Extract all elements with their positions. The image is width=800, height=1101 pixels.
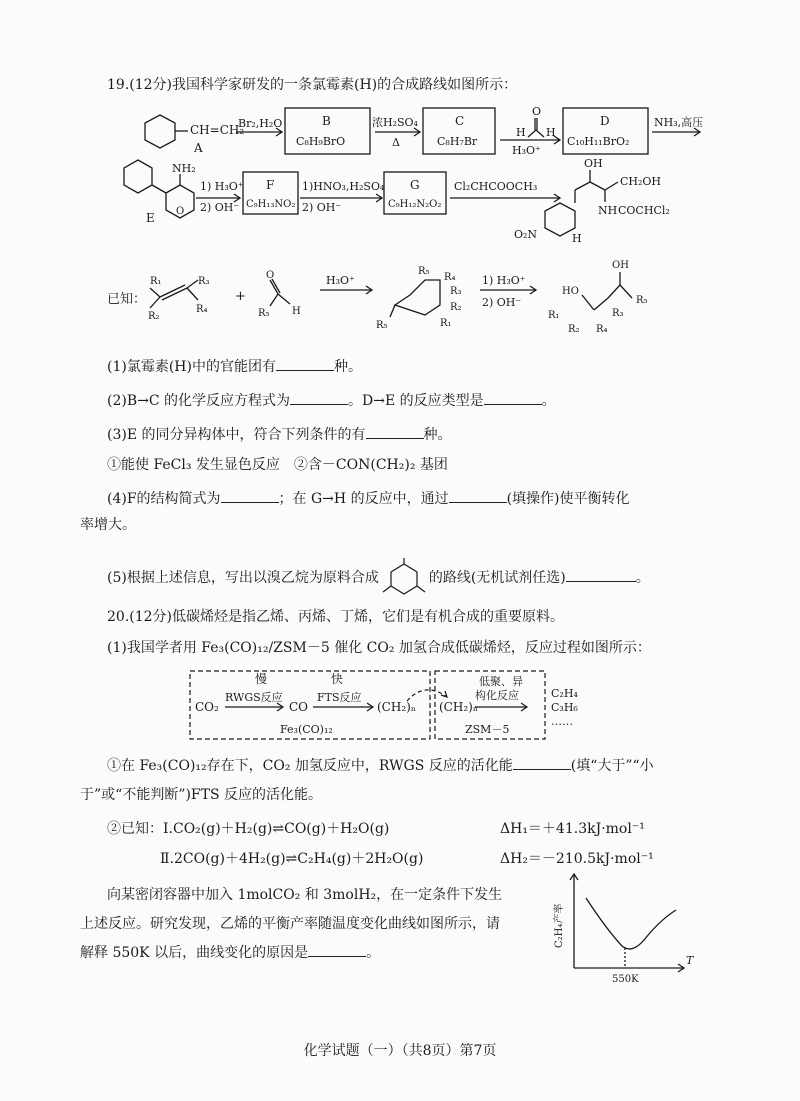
q19-part5: (5)根据上述信息，写出以溴乙烷为原料合成 的路线(无机试剂任选) 。 [107,558,650,598]
compound-a-formula: CH=CH₂ [190,123,245,137]
compound-a-label: A [194,141,203,155]
known-dioxane-r5b: R₅ [376,320,388,331]
reagent-4: NH₃,高压 [654,116,704,129]
q19-title: 19.(12分)我国科学家研发的一条氯霉素(H)的合成路线如图所示： [107,77,518,93]
graph-tick-550k: 550K [612,974,639,985]
known-product-r5: R₅ [636,295,648,306]
aldehyde-h-right: H [546,126,556,139]
known-label: 已知： [107,292,147,307]
q20-part1: (1)我国学者用 Fe₃(CO)₁₂/ZSM－5 催化 CO₂ 加氢合成低碳烯烃，反应过程如图所示： [107,640,651,656]
fts-label: FTS反应 [317,691,362,704]
reagent-3: H₃O⁺ [512,144,541,157]
target-molecule-icon [379,558,429,598]
ch2n-label-1: (CH₂)ₙ [377,700,417,714]
graph-y-label: C₂H₄产率 [554,903,565,948]
q20-text-3: 解释 550K 以后，曲线变化的原因是 。 [80,945,381,961]
known-reagent-h3o: H₃O⁺ [326,274,355,287]
aldehyde-h-left: H [516,126,526,139]
aldehyde-o: O [532,105,542,118]
q20-text-1: 向某密闭容器中加入 1molCO₂ 和 3molH₂，在一定条件下发生 [107,887,503,903]
q20-q1: ①在 Fe₃(CO)₁₂存在下，CO₂ 加氢反应中，RWGS 反应的活化能 (填“大于”“小 [107,758,654,774]
compound-g-formula: C₉H₁₂N₂O₂ [388,199,442,210]
q19-part1: (1)氯霉素(H)中的官能团有 种。 [107,359,362,375]
known-product-r1: R₁ [548,310,560,321]
known-r3: R₃ [198,276,210,287]
reagent-5b: 2) OH⁻ [200,201,240,214]
ethylene-yield-graph [552,868,692,998]
compound-f-formula: C₉H₁₃NO₂ [246,199,296,210]
q20-text-2: 上述反应。研究发现，乙烯的平衡产率随温度变化曲线如图所示，请 [80,916,500,932]
compound-h-amide: COCHCl₂ [618,204,670,217]
compound-h-label: H [572,232,582,245]
rwgs-label: RWGS反应 [225,691,283,704]
known-dioxane-r5: R₅ [418,266,430,277]
oligomerization-label-1: 低聚、异 [479,675,523,688]
known-plus: + [235,289,246,304]
q20-dh2: ΔH₂＝－210.5kJ·mol⁻¹ [500,851,654,867]
answer-blank[interactable] [484,392,542,405]
compound-h-nh: NH [598,204,618,217]
compound-c-formula: C₈H₇Br [437,135,478,148]
q20-eq1: ②已知：Ⅰ.CO₂(g)＋H₂(g)⇌CO(g)＋H₂O(g) [107,821,390,837]
known-dioxane-r2: R₂ [450,302,462,313]
answer-blank[interactable] [566,569,636,582]
compound-c-label: C [455,114,465,128]
compound-g-label: G [410,178,420,192]
compound-f-label: F [266,178,275,192]
catalyst-zsm-label: ZSM－5 [465,723,510,736]
synthesis-scheme [0,100,800,350]
compound-e-nh2: NH₂ [172,162,196,175]
q19-part4-cont: 率增大。 [80,517,136,533]
ch2n-label-2: (CH₂)ₙ [439,700,479,714]
known-aldehyde-r5: R₅ [258,308,270,319]
known-product-oh-top: OH [612,260,629,271]
reagent-2-top: 浓H₂SO₄ [372,116,418,129]
co2-label: CO₂ [195,700,219,714]
known-product-r4: R₄ [596,324,608,335]
graph-x-label: T [686,954,694,967]
answer-blank[interactable] [366,426,424,439]
q19-part3-conditions: ①能使 FeCl₃ 发生显色反应 ②含－CON(CH₂)₂ 基团 [107,457,448,473]
product-c3h6: C₃H₆ [551,701,578,714]
known-dioxane-r3: R₃ [450,286,462,297]
yield-curve [586,898,676,949]
dioxane-o-1: O [176,206,185,217]
q20-dh1: ΔH₁＝＋41.3kJ·mol⁻¹ [500,821,645,837]
compound-d-label: D [600,114,610,128]
benzene-ring-e [124,160,152,193]
product-c2h4: C₂H₄ [551,687,578,700]
reagent-5a: 1) H₃O⁺ [200,180,244,193]
oligomerization-label-2: 构化反应 [475,689,519,702]
compound-e-label: E [146,211,155,225]
benzene-ring-a [145,115,175,148]
known-product-ho: HO [562,286,579,297]
page-footer: 化学试题（一）（共8页）第7页 [303,1043,497,1059]
q20-q1-cont: 于”或“不能判断”)FTS 反应的活化能。 [80,787,323,803]
reagent-6b: 2) OH⁻ [302,201,342,214]
answer-blank[interactable] [449,490,507,503]
known-reagent-a: 1) H₃O⁺ [482,274,526,287]
answer-blank[interactable] [308,944,366,957]
known-r2: R₂ [148,311,160,322]
known-dioxane-r1: R₁ [440,318,452,329]
known-aldehyde-o: O [266,270,275,281]
known-reagent-b: 2) OH⁻ [482,296,522,309]
compound-b-formula: C₈H₉BrO [296,135,346,148]
known-r1: R₁ [150,276,162,287]
reagent-2-bottom: Δ [392,136,400,149]
product-ellipsis: …… [551,715,573,728]
known-product-r3: R₃ [612,308,624,319]
q19-part4: (4)F的结构简式为 ；在 G→H 的反应中，通过 (填操作)使平衡转化 [107,491,630,507]
q20-title: 20.(12分)低碳烯烃是指乙烯、丙烯、丁烯，它们是有机合成的重要原料。 [107,609,565,625]
reaction-process-diagram [185,663,605,743]
catalyst-fe-label: Fe₃(CO)₁₂ [280,723,333,736]
slow-label: 慢 [255,672,268,686]
compound-h-oh: OH [584,157,603,170]
known-dioxane-ring [395,280,440,315]
answer-blank[interactable] [276,358,334,371]
q19-part2: (2)B→C 的化学反应方程式为 。D→E 的反应类型是 。 [107,393,556,409]
compound-b-label: B [322,114,331,128]
reagent-7: Cl₂CHCOOCH₃ [454,180,538,193]
compound-h-no2: O₂N [514,228,538,241]
compound-h-ch2oh: CH₂OH [620,175,662,188]
answer-blank[interactable] [290,392,348,405]
q20-eq2: Ⅱ.2CO(g)＋4H₂(g)⇌C₂H₄(g)＋2H₂O(g) [160,851,424,867]
reagent-6a: 1)HNO₃,H₂SO₄ [302,180,385,193]
known-aldehyde-h: H [292,306,301,317]
fast-label: 快 [331,672,344,686]
known-dioxane-r4: R₄ [444,272,456,283]
q19-part3: (3)E 的同分异构体中，符合下列条件的有 种。 [107,427,452,443]
known-product-r2: R₂ [568,324,580,335]
compound-d-formula: C₁₀H₁₁BrO₂ [567,135,630,148]
reagent-1: Br₂,H₂O [238,117,283,130]
answer-blank[interactable] [513,757,571,770]
co-label: CO [289,700,309,714]
known-r4: R₄ [196,304,208,315]
answer-blank[interactable] [221,490,279,503]
benzene-ring-h [545,203,575,236]
